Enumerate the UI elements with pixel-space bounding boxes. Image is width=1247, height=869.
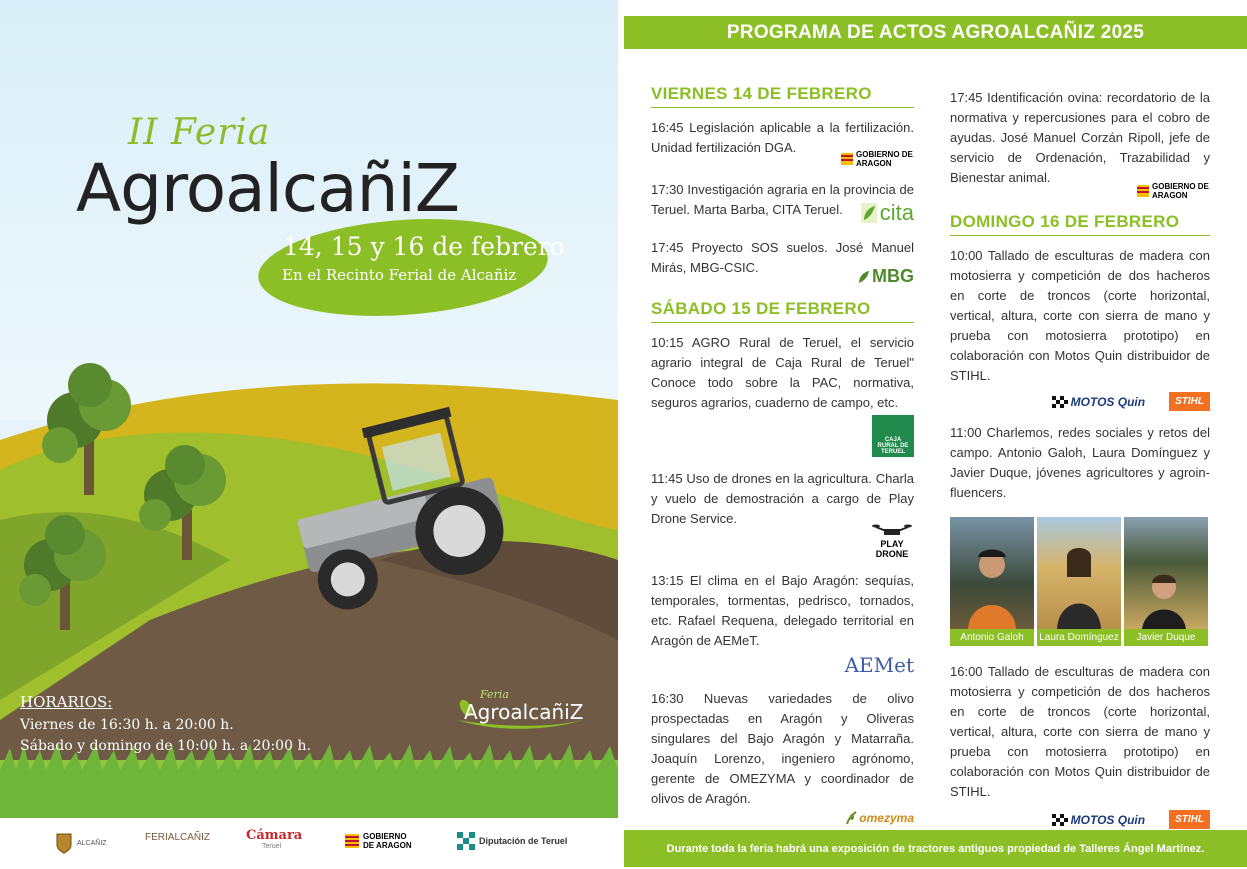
diputacion-icon — [457, 832, 475, 850]
checkered-flag-icon — [1052, 814, 1068, 826]
aragon-flag-icon — [1137, 185, 1149, 197]
friday-event-3: 17:45 Proyecto SOS suelos. José Manuel Mirás, MBG-CSIC. — [651, 240, 914, 275]
checkered-flag-icon — [1052, 396, 1068, 408]
aemet-logo: AEMet — [844, 653, 914, 677]
motos-quin-logo: MOTOS Quin — [1052, 395, 1145, 409]
gobierno-aragon-logo: GOBIERNO DE ARAGON — [1137, 182, 1210, 200]
fair-dates: 14, 15 y 16 de febrero — [283, 232, 565, 261]
speaker-photo — [1037, 517, 1121, 646]
small-logo-name: AgroalcañiZ — [464, 700, 584, 724]
friday-event-2: 17:30 Investigación agraria en la provincia de Teruel. Marta Barba, CITA Teruel. — [651, 182, 914, 217]
logo-row — [950, 810, 1210, 829]
saturday-event-3: 13:15 El clima en el Bajo Aragón: sequías, temporales, tormentas, pedrisco, tornados, etc. Rafael Requena, delegado territorial en Aragón de AEMeT. — [651, 573, 914, 648]
saturday-heading: SÁBADO 15 DE FEBRERO — [651, 299, 914, 323]
caja-rural-logo: CAJA RURAL DE TERUEL — [872, 415, 914, 457]
speaker-name: Javier Duque — [1124, 629, 1208, 646]
speaker-name: Antonio Galoh — [950, 629, 1034, 646]
program-column-left — [651, 84, 914, 837]
sponsor-diputacion-teruel: Diputación de Teruel — [457, 832, 567, 850]
logo-row — [651, 415, 914, 457]
speaker-name: Laura Domínguez — [1037, 629, 1121, 646]
program-footer: Durante toda la feria habrá una exposición de tractores antiguos propiedad de Talleres Ángel Martínez. — [624, 830, 1247, 867]
logo-row — [651, 653, 914, 677]
motos-quin-logo: MOTOS Quin — [1052, 813, 1145, 827]
mbg-leaf-icon — [858, 270, 870, 284]
sponsor-gobierno-aragon: GOBIERNO DE ARAGON — [345, 832, 419, 850]
omezyma-logo: omezyma — [845, 811, 914, 825]
friday-heading: VIERNES 14 DE FEBRERO — [651, 84, 914, 108]
gobierno-aragon-logo: GOBIERNO DE ARAGON — [841, 150, 914, 168]
logo-row — [950, 392, 1210, 411]
aragon-flag-icon — [345, 834, 359, 848]
saturday-event-4: 16:30 Nuevas variedades de olivo prospectadas en Aragón y Oliveras singulares del Bajo Aragón y Matarraña. Joaquín Lorenzo, ingeniero agrónomo, gerente de OMEZYMA y coordinador de olivos de Aragón. — [651, 691, 914, 806]
stihl-logo: STIHL — [1169, 810, 1210, 829]
person-photo-icon — [1037, 517, 1121, 629]
program-title: PROGRAMA DE ACTOS AGROALCAÑIZ 2025 — [624, 16, 1247, 49]
logo-row — [651, 200, 914, 226]
opening-hours — [20, 693, 311, 757]
logo-row — [950, 182, 1210, 200]
drone-icon — [872, 523, 912, 539]
cita-leaf-icon — [861, 203, 877, 223]
sunday-event-1: 10:00 Tallado de esculturas de madera con motosierra y competición de dos hacheros en corte de troncos (corte horizontal, vertical, altura, corte con sierra de mano y prueba con motosierra prototipo) en colaboración con Motos Quin distribuidor de STIHL. — [950, 248, 1210, 383]
coat-of-arms-icon — [55, 832, 73, 854]
sunday-event-2: 11:00 Charlemos, redes sociales y retos del campo. Antonio Galoh, Laura Domínguez y Javier Duque, jóvenes agricultores y agroin-fluencers. — [950, 425, 1210, 500]
friday-event-1: 16:45 Legislación aplicable a la fertilización. Unidad fertilización DGA. — [651, 120, 914, 155]
logo-row — [651, 150, 914, 168]
speaker-photos — [950, 517, 1210, 646]
fair-edition: II Feria — [128, 112, 271, 153]
person-photo-icon — [1124, 517, 1208, 629]
fair-name: AgroalcañiZ — [76, 150, 460, 227]
small-logo-feria: Feria — [480, 688, 509, 701]
program-column-right — [950, 88, 1210, 841]
sunday-heading: DOMINGO 16 DE FEBRERO — [950, 212, 1210, 236]
sponsor-alcaniz: ALCAÑIZ — [55, 832, 107, 854]
olive-branch-icon — [845, 811, 857, 825]
saturday-event-1: 10:15 AGRO Rural de Teruel, el servicio agrario integral de Caja Rural de Teruel" Conoce todo sobre la PAC, normativa, seguros agrarios, cuaderno de campo, etc. — [651, 335, 914, 410]
mbg-logo: MBG — [858, 266, 914, 287]
logo-row — [651, 811, 914, 825]
person-photo-icon — [950, 517, 1034, 629]
speaker-photo — [950, 517, 1034, 646]
sponsor-ferialcaniz: FERIALCAÑIZ — [145, 832, 211, 843]
program-panel — [624, 0, 1247, 869]
hours-line: Viernes de 16:30 h. a 20:00 h. — [20, 717, 234, 733]
cita-logo: cita — [861, 200, 914, 226]
fair-venue: En el Recinto Ferial de Alcañiz — [282, 266, 517, 284]
play-drone-logo: PLAY DRONE — [870, 523, 914, 559]
fair-poster — [0, 0, 618, 869]
friday-event-4: 17:45 Identificación ovina: recordatorio de la normativa y repercusiones para el cobro de ayudas. José Manuel Corzán Ripoll, jefe de servicio de Ordenación, Trazabilidad y Bienestar animal. — [950, 90, 1210, 185]
agroalcaniz-logo — [452, 688, 592, 733]
sunday-event-3: 16:00 Tallado de esculturas de madera con motosierra y competición de dos hacheros en corte de troncos (corte horizontal, vertical, altura, corte con sierra de mano y prueba con motosierra prototipo) en colaboración con Motos Quin distribuidor de STIHL. — [950, 664, 1210, 799]
logo-row — [651, 266, 914, 287]
sponsor-strip — [0, 818, 618, 869]
saturday-event-2: 11:45 Uso de drones en la agricultura. Charla y vuelo de demostración a cargo de Play Drone Service. — [651, 471, 914, 526]
hours-title: HORARIOS: — [20, 693, 113, 711]
aragon-flag-icon — [841, 153, 853, 165]
hours-line: Sábado y domingo de 10:00 h. a 20:00 h. — [20, 738, 311, 754]
sponsor-camara: Cámara Teruel — [246, 828, 303, 850]
stihl-logo: STIHL — [1169, 392, 1210, 411]
logo-row — [651, 531, 914, 559]
speaker-photo — [1124, 517, 1208, 646]
